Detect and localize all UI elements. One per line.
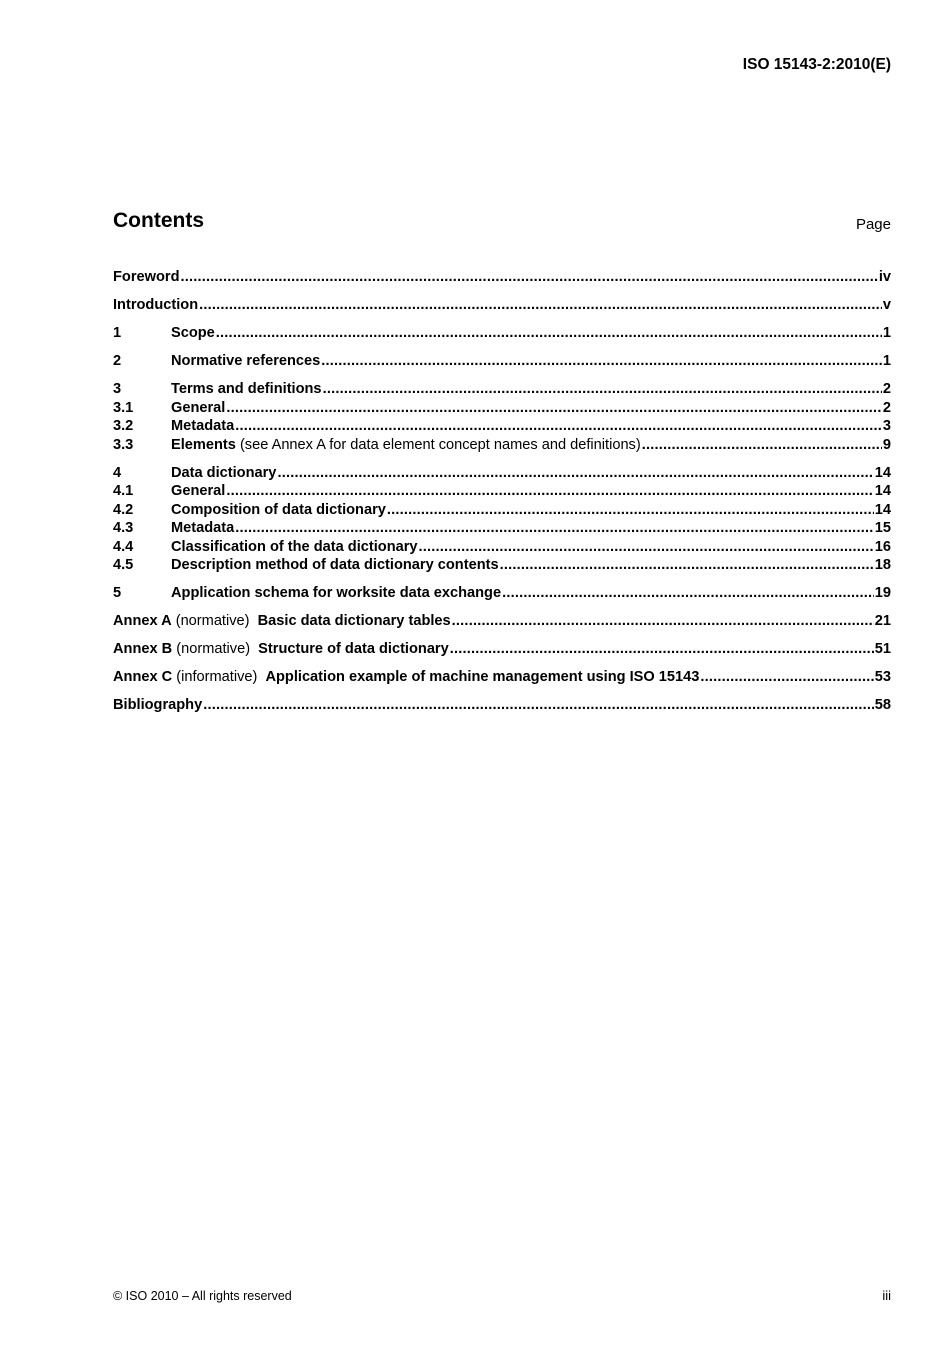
toc-entry-bibliography[interactable] bbox=[113, 696, 891, 715]
toc-annex-label-group bbox=[113, 668, 699, 687]
page-column-label: Page bbox=[855, 216, 891, 233]
toc-entry-application-schema[interactable] bbox=[113, 584, 891, 603]
toc-entry-page: v bbox=[882, 297, 891, 313]
toc-entry-page: 15 bbox=[874, 520, 891, 536]
toc-annex-kind: (informative) bbox=[172, 669, 266, 685]
toc-entry-title: Bibliography bbox=[113, 697, 203, 713]
toc-entry-title: General bbox=[171, 399, 226, 416]
toc-entry-page: 1 bbox=[882, 353, 891, 369]
toc-leader-dots bbox=[419, 538, 874, 557]
toc-leader-dots bbox=[642, 436, 882, 455]
toc-entry-terms-and-definitions[interactable] bbox=[113, 380, 891, 399]
toc-leader-dots bbox=[700, 668, 873, 687]
toc-entry-page: 1 bbox=[882, 325, 891, 341]
toc-entry-title: Terms and definitions bbox=[171, 381, 322, 397]
toc-leader-dots bbox=[502, 584, 874, 603]
toc-entry-title: Metadata bbox=[171, 520, 235, 536]
toc-entry-page: 21 bbox=[874, 613, 891, 629]
toc-entry-number: 4.1 bbox=[113, 483, 134, 499]
toc-entry-page: 18 bbox=[874, 557, 891, 573]
toc-entry-title: Scope bbox=[171, 325, 215, 341]
toc-entry-page: 14 bbox=[874, 464, 891, 481]
toc-entry-number: 5 bbox=[113, 585, 122, 601]
toc-entry-title: Foreword bbox=[113, 269, 180, 285]
toc-entry-title: General bbox=[171, 483, 226, 499]
toc-entry-page: 14 bbox=[874, 483, 891, 499]
toc-annex-label-group bbox=[113, 612, 451, 631]
toc-entry-page: 9 bbox=[882, 436, 891, 453]
toc-entry-title: Description method of data dictionary contents bbox=[171, 557, 499, 573]
toc-leader-dots bbox=[235, 519, 874, 538]
toc-entry-page: iv bbox=[878, 269, 891, 285]
toc-leader-dots bbox=[450, 640, 874, 659]
toc-entry-note: (see Annex A for data element concept names and definitions) bbox=[235, 436, 641, 453]
toc-entry-3-3-elements[interactable] bbox=[113, 436, 891, 455]
toc-entry-page: 2 bbox=[882, 399, 891, 416]
toc-leader-dots bbox=[235, 417, 882, 436]
toc-entry-number: 4.4 bbox=[113, 538, 134, 555]
toc-entry-foreword[interactable] bbox=[113, 268, 891, 287]
toc-entry-data-dictionary[interactable] bbox=[113, 464, 891, 483]
toc-leader-dots bbox=[199, 296, 882, 315]
toc-entry-page: 2 bbox=[882, 381, 891, 397]
toc-leader-dots bbox=[452, 612, 874, 631]
toc-entry-number: 4.5 bbox=[113, 557, 134, 573]
toc-entry-4-3-metadata[interactable] bbox=[113, 519, 891, 538]
footer-copyright: © ISO 2010 – All rights reserved bbox=[113, 1289, 292, 1303]
toc-entry-number: 4.2 bbox=[113, 501, 134, 518]
toc-entry-title: Application example of machine management using ISO 15143 bbox=[265, 669, 700, 685]
toc-entry-3-2-metadata[interactable] bbox=[113, 417, 891, 436]
toc-entry-title: Structure of data dictionary bbox=[258, 641, 449, 657]
toc-leader-dots bbox=[226, 482, 873, 501]
toc-entry-normative-references[interactable] bbox=[113, 352, 891, 371]
toc-entry-4-1-general[interactable] bbox=[113, 482, 891, 501]
toc-entry-number: 4.3 bbox=[113, 520, 134, 536]
toc-leader-dots bbox=[323, 380, 882, 399]
toc-entry-page: 19 bbox=[874, 585, 891, 601]
toc-annex-label: Annex A bbox=[113, 613, 172, 629]
toc-entry-title: Classification of the data dictionary bbox=[171, 538, 418, 555]
toc-annex-kind: (normative) bbox=[171, 613, 258, 629]
toc-entry-4-2-composition[interactable] bbox=[113, 501, 891, 520]
toc-annex-label: Annex C bbox=[113, 669, 173, 685]
toc-entry-annex-b[interactable] bbox=[113, 640, 891, 659]
toc-entry-number: 4 bbox=[113, 464, 122, 481]
table-of-contents bbox=[113, 268, 891, 715]
toc-annex-label: Annex B bbox=[113, 641, 173, 657]
toc-leader-dots bbox=[500, 556, 874, 575]
toc-entry-page: 14 bbox=[874, 501, 891, 518]
toc-entry-page: 51 bbox=[874, 641, 891, 657]
toc-entry-4-5-description-method[interactable] bbox=[113, 556, 891, 575]
toc-entry-title: Application schema for worksite data exchange bbox=[171, 585, 502, 601]
toc-leader-dots bbox=[216, 324, 882, 343]
toc-entry-page: 58 bbox=[874, 697, 891, 713]
toc-entry-title: Data dictionary bbox=[171, 464, 277, 481]
toc-entry-number: 3.3 bbox=[113, 436, 134, 453]
toc-entry-annex-c[interactable] bbox=[113, 668, 891, 687]
toc-annex-kind: (normative) bbox=[172, 641, 259, 657]
toc-entry-title: Metadata bbox=[171, 418, 235, 434]
toc-entry-page: 16 bbox=[874, 538, 891, 555]
toc-leader-dots bbox=[203, 696, 874, 715]
toc-entry-3-1-general[interactable] bbox=[113, 399, 891, 418]
toc-entry-number: 1 bbox=[113, 325, 122, 341]
toc-entry-number: 3.1 bbox=[113, 399, 134, 416]
toc-entry-annex-a[interactable] bbox=[113, 612, 891, 631]
toc-entry-title: Introduction bbox=[113, 297, 199, 313]
footer-page-number: iii bbox=[882, 1288, 891, 1303]
toc-entry-title-group bbox=[171, 436, 641, 455]
toc-entry-scope[interactable] bbox=[113, 324, 891, 343]
toc-annex-label-group bbox=[113, 640, 449, 659]
toc-entry-page: 53 bbox=[874, 669, 891, 685]
toc-entry-title: Normative references bbox=[171, 353, 321, 369]
document-id: ISO 15143-2:2010(E) bbox=[742, 56, 891, 73]
toc-entry-introduction[interactable] bbox=[113, 296, 891, 315]
toc-entry-title: Basic data dictionary tables bbox=[257, 613, 451, 629]
toc-entry-4-4-classification[interactable] bbox=[113, 538, 891, 557]
toc-leader-dots bbox=[321, 352, 882, 371]
toc-entry-number: 3.2 bbox=[113, 418, 134, 434]
toc-entry-number: 2 bbox=[113, 353, 122, 369]
toc-entry-page: 3 bbox=[882, 418, 891, 434]
toc-leader-dots bbox=[180, 268, 877, 287]
toc-entry-title: Elements bbox=[171, 436, 236, 453]
toc-leader-dots bbox=[387, 501, 874, 520]
contents-heading: Contents bbox=[113, 209, 204, 232]
toc-leader-dots bbox=[277, 464, 873, 483]
toc-entry-title: Composition of data dictionary bbox=[171, 501, 386, 518]
toc-leader-dots bbox=[226, 399, 882, 418]
toc-entry-number: 3 bbox=[113, 381, 122, 397]
